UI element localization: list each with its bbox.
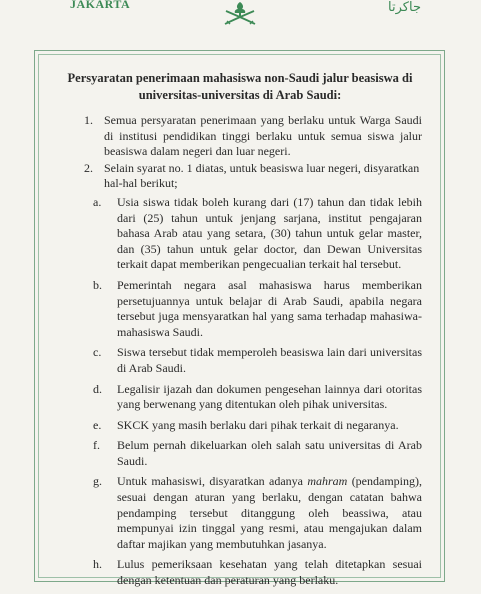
sub-item-text: Lulus pemeriksaan kesehatan yang telah ditetapkan sesuai dengan ketentuan dan peraturan yang berlaku.	[117, 557, 422, 588]
sub-item-letter: b.	[93, 277, 102, 292]
sub-item-text: SKCK yang masih berlaku dari pihak terkait di negaranya.	[117, 417, 399, 432]
sub-item-text: Usia siswa tidak boleh kurang dari (17) tahun dan tidak lebih dari (25) tahun untuk jenjang sarjana, institut pengajaran bahasa Arab atau yang setara, (30) tahun untuk gelar master, dan (35) tahun untuk gelar doctor, dan Dewan Universitas terkait dapat memberikan pengecualian terkait hal tersebut.	[117, 194, 422, 272]
sub-list-item	[60, 345, 422, 376]
sub-list-item	[60, 474, 422, 552]
sub-item-letter: f.	[93, 438, 100, 453]
sub-item-text-before: Untuk mahasiswi, disyaratkan adanya	[117, 474, 308, 489]
sub-list-item	[60, 195, 422, 273]
sub-item-text: Belum pernah dikeluarkan oleh salah satu universitas di Arab Saudi.	[117, 438, 422, 468]
sub-item-text: Siswa tersebut tidak memperoleh beasiswa lain dari universitas di Arab Saudi.	[117, 345, 422, 375]
list-item	[60, 113, 422, 160]
sub-item-text-italic: mahram	[307, 474, 348, 489]
sub-list	[60, 195, 422, 589]
title-line-2: universitas-universitas di Arab Saudi:	[138, 88, 342, 102]
sub-item-letter: g.	[93, 474, 102, 489]
sub-item-letter: c.	[93, 345, 102, 360]
sub-item-letter: h.	[93, 557, 102, 572]
sub-item-letter: d.	[93, 381, 102, 396]
letterhead-city-arabic: جاكرتا	[388, 0, 421, 15]
list-item-number: 1.	[84, 113, 93, 127]
document-title	[60, 70, 420, 104]
sub-list-item	[60, 438, 422, 469]
sub-item-text-after: (pendamping), sesuai dengan aturan yang berlaku, dengan catatan bahwa pendamping tersebut ditanggung oleh beassiwa, atau mempunyai izin tinggal yang resmi, atau mengajukan dalam daftar majikan yang membutuhkan jasanya.	[117, 474, 422, 551]
sub-item-letter: a.	[93, 194, 102, 209]
sub-item-text: Pemerintah negara asal mahasiswa harus memberikan persetujuannya untuk belajar di Arab Saudi, apabila negara tersebut juga mensyaratkan hal yang sama terhadap mahasiwa-mahasiswa Saudi.	[117, 277, 422, 339]
sub-list-item	[60, 278, 422, 340]
sub-list-item	[60, 557, 422, 588]
list-item-text: Semua persyaratan penerimaan yang berlaku untuk Warga Saudi di institusi pendidikan tinggi berlaku untuk semua siswa jalur beasiswa dalam negeri dan luar negeri.	[104, 113, 422, 159]
list-item-text: Selain syarat no. 1 diatas, untuk beasiswa luar negeri, disyaratkan hal-hal berikut;	[104, 160, 420, 191]
sub-item-text: Legalisir ijazah dan dokumen pengesehan lainnya dari otoritas yang berwenang yang ditentukan oleh pihak universitas.	[117, 381, 422, 412]
title-line-1: Persyaratan penerimaan mahasiswa non-Saudi jalur beasiswa di	[67, 71, 413, 85]
saudi-emblem-icon	[221, 0, 259, 26]
document-body	[60, 113, 422, 594]
sub-item-letter: e.	[93, 417, 102, 432]
letterhead	[0, 0, 481, 28]
list-item-number: 2.	[84, 160, 93, 175]
letterhead-city-latin: JAKARTA	[70, 0, 131, 11]
list-item	[60, 161, 422, 192]
sub-list-item	[60, 382, 422, 413]
sub-list-item	[60, 418, 422, 434]
